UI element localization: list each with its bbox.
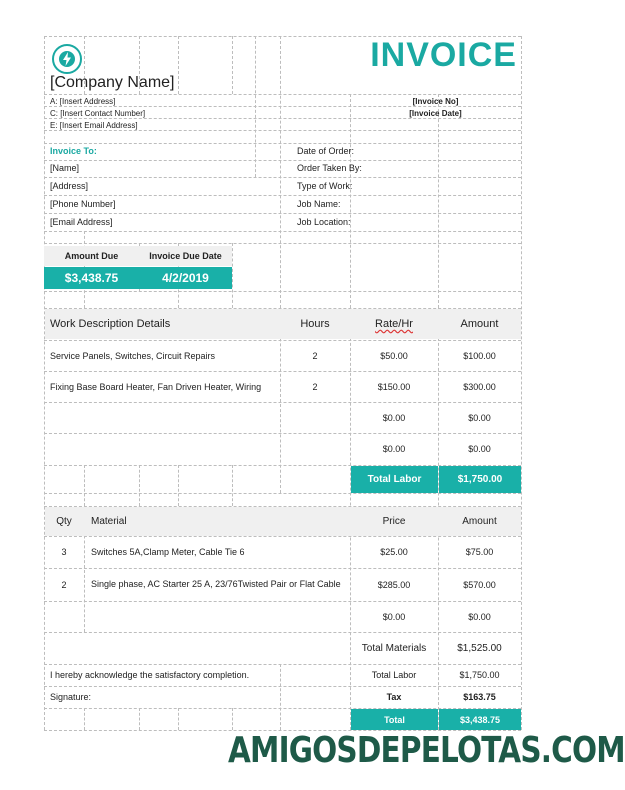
bill-to-email: [Email Address] (50, 217, 113, 227)
signature-label[interactable]: Signature: (50, 692, 92, 702)
material-row-qty: 2 (61, 579, 67, 590)
acknowledgement-text: I hereby acknowledge the satisfactory completion. (50, 670, 250, 680)
labor-row-description (50, 433, 278, 464)
material-row-price: $285.00 (377, 579, 411, 590)
company-address: A: [Insert Address] (50, 97, 116, 106)
materials-col-amount: Amount (462, 516, 497, 527)
order-taken-by-label: Order Taken By: (297, 163, 362, 173)
invoice-date: [Invoice Date] (409, 109, 462, 118)
material-row-qty (44, 601, 84, 632)
type-of-work-label: Type of Work: (297, 181, 353, 191)
material-row-qty: 3 (61, 547, 67, 557)
total-materials-label: Total Materials (361, 642, 427, 654)
grand-total-label: Total (351, 709, 438, 730)
job-name-label: Job Name: (297, 199, 341, 209)
labor-col-rate: Rate/Hr (375, 318, 413, 330)
labor-row-rate: $50.00 (380, 350, 408, 361)
labor-row-description: Fixing Base Board Heater, Fan Driven Heater, Wiring (50, 381, 262, 392)
watermark-text: AMIGOSDEPELOTAS.COM (228, 730, 625, 771)
material-row-amount: $0.00 (468, 611, 491, 622)
labor-row-description (50, 402, 278, 433)
labor-col-hours: Hours (300, 318, 330, 330)
tax-label: Tax (386, 692, 402, 702)
labor-col-amount: Amount (460, 318, 499, 330)
labor-row-amount: $0.00 (468, 443, 491, 454)
materials-col-material: Material (91, 516, 127, 527)
material-row-name: Switches 5A,Clamp Meter, Cable Tie 6 (91, 546, 245, 557)
job-location-label: Job Location: (297, 217, 351, 227)
bill-to-phone: [Phone Number] (50, 199, 116, 209)
labor-row-rate: $0.00 (382, 443, 406, 454)
labor-row-description: Service Panels, Switches, Circuit Repairs (50, 350, 216, 361)
labor-row-amount: $0.00 (468, 412, 491, 423)
grand-total-value: $3,438.75 (439, 709, 521, 730)
labor-row-rate: $150.00 (377, 381, 411, 392)
bill-to-address: [Address] (50, 181, 89, 191)
invoice-to-heading: Invoice To: (50, 146, 97, 156)
total-labor-value: $1,750.00 (439, 466, 521, 493)
material-row-name (91, 601, 341, 632)
labor-row-hours (280, 433, 350, 464)
labor-row-hours: 2 (312, 381, 318, 392)
invoice-sheet (44, 36, 521, 730)
due-date-value: 4/2/2019 (139, 267, 232, 289)
company-name: [Company Name] (50, 74, 175, 91)
labor-row-amount: $300.00 (463, 381, 496, 392)
material-row-price: $0.00 (382, 611, 406, 622)
due-date-label: Invoice Due Date (139, 246, 232, 266)
labor-col-description: Work Description Details (50, 318, 171, 330)
company-email: E: [Insert Email Address] (50, 121, 138, 130)
company-contact: C: [Insert Contact Number] (50, 109, 146, 118)
labor-row-hours (280, 402, 350, 433)
labor-row-rate: $0.00 (382, 412, 406, 423)
lightning-logo-icon (52, 44, 82, 74)
total-labor-label: Total Labor (351, 466, 438, 493)
labor-row-amount: $100.00 (463, 350, 496, 361)
amount-due-label: Amount Due (44, 246, 139, 266)
total-materials-value: $1,525.00 (457, 642, 502, 654)
material-row-amount: $75.00 (465, 547, 494, 557)
date-of-order-label: Date of Order: (297, 146, 355, 156)
invoice-title: INVOICE (370, 36, 517, 74)
material-row-price: $25.00 (380, 547, 408, 557)
amount-due-value: $3,438.75 (44, 267, 139, 289)
labor-row-hours: 2 (312, 350, 318, 361)
material-row-amount: $570.00 (463, 579, 496, 590)
bill-to-name: [Name] (50, 163, 80, 173)
footer-total-labor-value: $1,750.00 (459, 670, 500, 680)
footer-total-labor-label: Total Labor (371, 670, 417, 680)
tax-value: $163.75 (463, 692, 496, 702)
invoice-number: [Invoice No] (412, 97, 459, 106)
material-row-name: Single phase, AC Starter 25 A, 23/76Twisted Pair or Flat Cable (91, 579, 341, 589)
materials-col-price: Price (382, 516, 406, 527)
materials-col-qty: Qty (56, 516, 72, 527)
